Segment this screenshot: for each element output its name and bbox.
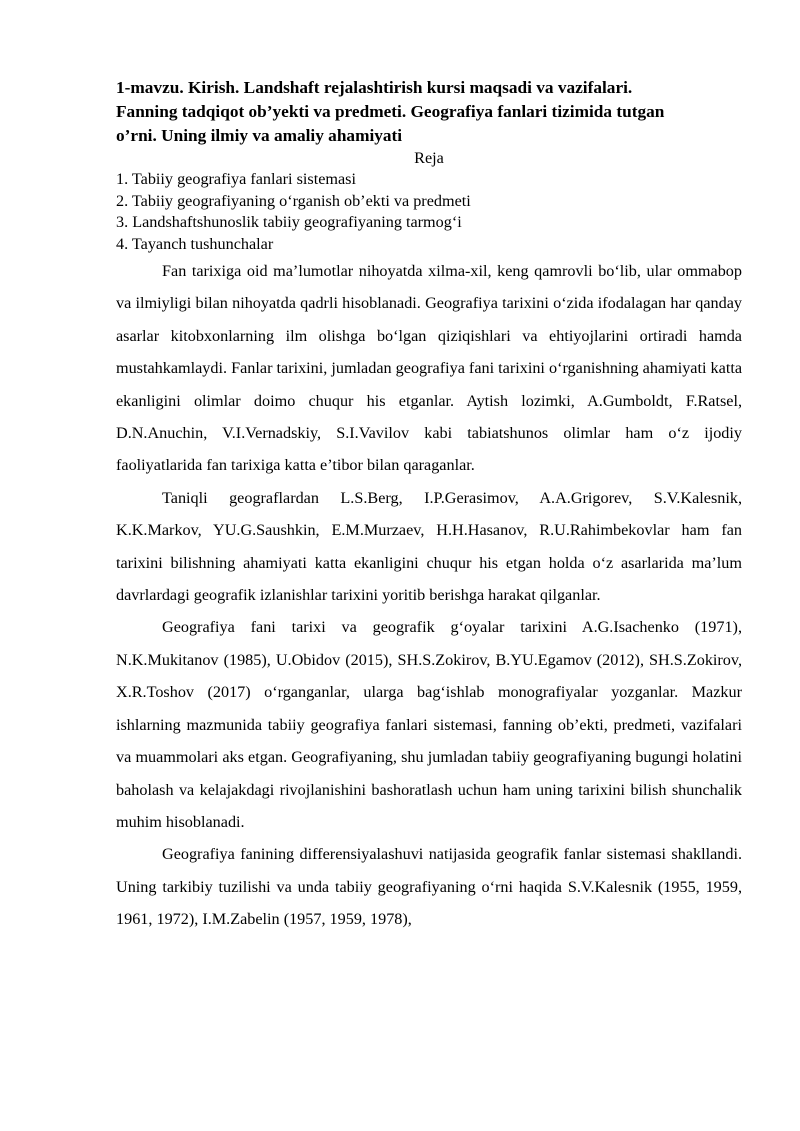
plan-item: 1. Tabiiy geografiya fanlari sistemasi	[116, 170, 356, 188]
title-line: 1-mavzu. Kirish. Landshaft rejalashtirish kursi maqsadi va vazifalari.	[116, 78, 633, 97]
body-paragraph: Taniqli geograflardan L.S.Berg, I.P.Gerasimov, A.A.Grigorev, S.V.Kalesnik, K.K.Markov, YU.G.Saushkin, E.M.Murzaev, H.H.Hasanov, R.U.Rahimbekovlar ham fan tarixini bilishning ahamiyati katta ekanligini chuqur his etgan holda o‘z asarlarida ma’lum davrlardagi geografik izlanishlar tarixini yoritib berishga harakat qilganlar.	[116, 488, 742, 605]
plan-item: 4. Tayanch tushunchalar	[116, 234, 274, 253]
plan-item: 3. Landshaftshunoslik tabiiy geografiyaning tarmog‘i	[116, 213, 462, 231]
body-paragraph: Fan tarixiga oid ma’lumotlar nihoyatda xilma-xil, keng qamrovli bo‘lib, ular ommabop va ilmiyligi bilan nihoyatda qadrli hisoblanadi. Geografiya tarixini o‘zida ifodalagan har qanday asarlar kitobxonlarning ilm olishga bo‘lgan qiziqishlari va ehtiyojlarini ortiradi hamda mustahkamlaydi. Fanlar tarixini, jumladan geografiya fani tarixini o‘rganishning ahamiyati katta ekanligini olimlar doimo chuqur his etganlar. Aytish lozimki, A.Gumboldt, F.Ratsel, D.N.Anuchin, V.I.Vernadskiy, S.I.Vavilov kabi tabiatshunos olimlar ham o‘z ijodiy faoliyatlarida fan tarixiga katta e’tibor bilan qaraganlar.	[116, 262, 742, 475]
plan-item: 2. Tabiiy geografiyaning o‘rganish ob’ekti va predmeti	[116, 191, 471, 210]
plan-list	[116, 169, 742, 255]
document-page	[116, 76, 742, 936]
title-line: o’rni. Uning ilmiy va amaliy ahamiyati	[116, 126, 403, 145]
title-line: Fanning tadqiqot ob’yekti va predmeti. Geografiya fanlari tizimida tutgan	[116, 102, 665, 121]
plan-heading: Reja	[414, 149, 444, 167]
document-title	[116, 76, 742, 148]
body-paragraph: Geografiya fani tarixi va geografik g‘oyalar tarixini A.G.Isachenko (1971), N.K.Mukitanov (1985), U.Obidov (2015), SH.S.Zokirov, B.YU.Egamov (2012), SH.S.Zokirov, X.R.Toshov (2017) o‘rganganlar, ularga bag‘ishlab monografiyalar yozganlar. Mazkur ishlarning mazmunida tabiiy geografiya fanlari sistemasi, fanning ob’ekti, predmeti, vazifalari va muammolari aks etgan. Geografiyaning, shu jumladan tabiiy geografiyaning bugungi holatini baholash va kelajakdagi rivojlanishini bashoratlash uchun ham uning tarixini bilish shunchalik muhim hisoblanadi.	[116, 618, 742, 831]
body-paragraph: Geografiya fanining differensiyalashuvi natijasida geografik fanlar sistemasi shakllandi. Uning tarkibiy tuzilishi va unda tabiiy geografiyaning o‘rni haqida S.V.Kalesnik (1955, 1959, 1961, 1972), I.M.Zabelin (1957, 1959, 1978),	[116, 845, 742, 929]
